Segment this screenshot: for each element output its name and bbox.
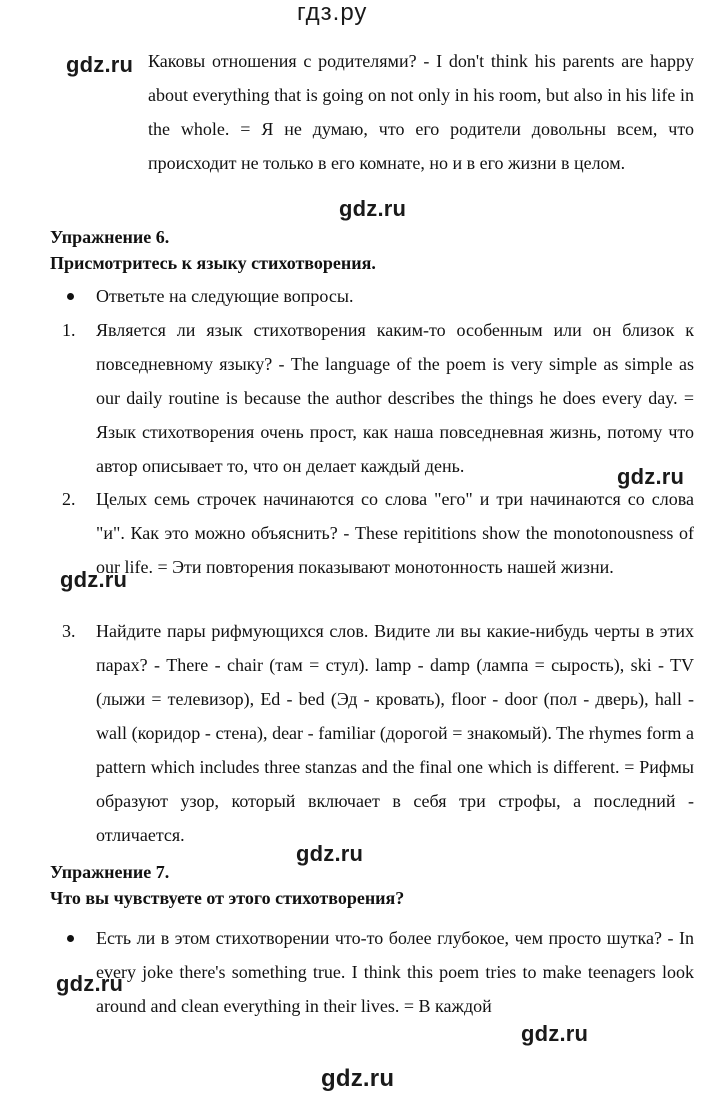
watermark-logo: gdz.ru bbox=[617, 464, 685, 489]
list-item: Найдите пары рифмующихся слов. Видите ли вы какие-нибудь черты в этих парах? - There - chair (там = стул). lamp - damp (лампа = сырость), ski - TV (лыжи = телевизор), Ed - bed (Эд - кровать), floor - door (пол - дверь), hall - wall (коридор - стена), dear - familiar (дорогой = знакомый). The rhymes form a pattern which includes three stanzas and the final one which is different. = Рифмы образуют узор, который включает в себя три строфы, а последний - отличается. bbox=[96, 621, 694, 845]
watermark-logo: gdz.ru bbox=[66, 52, 134, 77]
bullet-icon bbox=[67, 293, 74, 300]
bullet-icon bbox=[67, 935, 74, 942]
watermark-logo: gdz.ru bbox=[339, 196, 407, 221]
list-item: Целых семь строчек начинаются со слова "его" и три начинаются со слова "и". Как это можно объяснить? - These repititions show the monotonousness of our life. = Эти повторения показывают монотонность нашей жизни. bbox=[96, 489, 694, 577]
watermark-logo: gdz.ru bbox=[296, 841, 364, 866]
list-marker: 1. bbox=[62, 320, 76, 340]
intro-paragraph: Каковы отношения с родителями? - I don't think his parents are happy about everything that is going on not only in his room, but also in his life in the whole. = Я не думаю, что его родители довольны всем, что происходит не только в его комнате, но и в его жизни в целом. bbox=[148, 51, 694, 173]
list-item: Является ли язык стихотворения каким-то особенным или он близок к повседневному языку? - The language of the poem is very simple as simple as our daily routine is because the author describes the things he does every day. = Язык стихотворения очень прост, как наша повседневная жизнь, потому что автор описывает то, что он делает каждый день. bbox=[96, 320, 694, 476]
exercise-7-subtitle: Что вы чувствуете от этого стихотворения? bbox=[50, 888, 405, 908]
watermark-top: гдз.ру bbox=[297, 0, 368, 26]
watermark-logo: gdz.ru bbox=[321, 1065, 395, 1092]
watermark-logo: gdz.ru bbox=[56, 971, 124, 996]
watermark-logo: gdz.ru bbox=[60, 567, 128, 592]
watermark-logo: gdz.ru bbox=[521, 1021, 589, 1046]
list-item: Есть ли в этом стихотворении что-то более глубокое, чем просто шутка? - In every joke there's something true. I think this poem tries to make teenagers look around and clean everything in their lives. = В каждой bbox=[96, 928, 694, 1016]
exercise-7-title: Упражнение 7. bbox=[50, 862, 170, 882]
list-marker: 2. bbox=[62, 489, 76, 509]
exercise-6-subtitle: Присмотритесь к языку стихотворения. bbox=[50, 253, 376, 273]
list-marker: 3. bbox=[62, 621, 76, 641]
exercise-6-title: Упражнение 6. bbox=[50, 227, 170, 247]
list-item: Ответьте на следующие вопросы. bbox=[96, 286, 354, 306]
